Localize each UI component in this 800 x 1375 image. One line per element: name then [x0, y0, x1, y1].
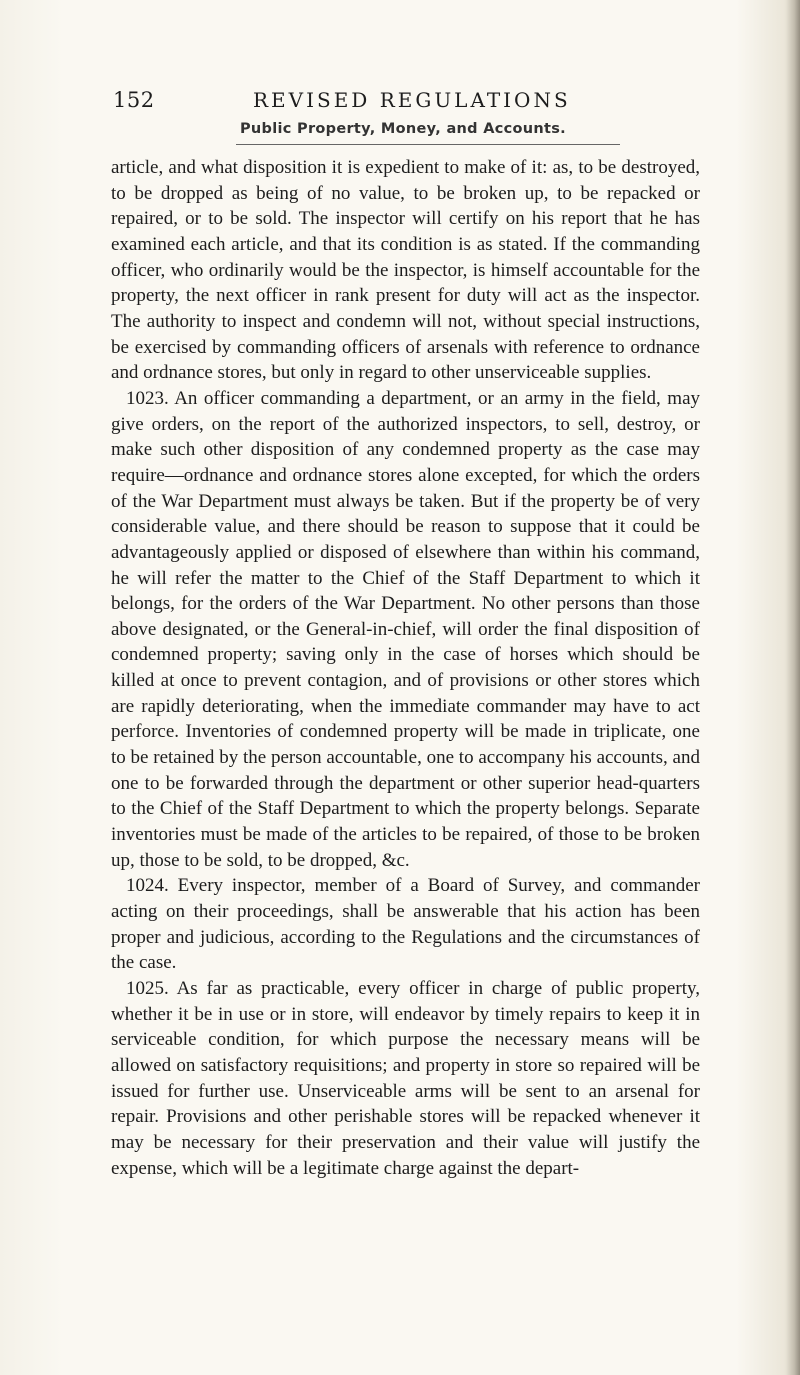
page-number: 152	[113, 88, 155, 112]
paragraph-number: 1024.	[126, 875, 169, 897]
paragraph-number: 1023.	[126, 387, 169, 409]
running-title: REVISED REGULATIONS	[253, 88, 571, 112]
section-heading: Public Property, Money, and Accounts.	[240, 121, 566, 137]
heading-rule	[236, 144, 620, 145]
paragraph-number: 1025.	[126, 978, 169, 999]
paragraph-1025	[111, 976, 700, 1181]
paragraph-text: As far as practicable, every officer in charge of public property, whether it be in use or in store, will endeavor by timely repairs to keep it in serviceable condition, for which purpose the necessary means will be allowed on satisfactory requisitions; and property in store so repaired will be issued for further use. Unserviceable arms will be sent to an arsenal for repair. Provisions and other perishable stores will be repacked whenever it may be necessary for their preservation and their value will justify the expense, which will be a legitimate charge against the depart-	[111, 978, 700, 1179]
page-edge-shadow	[786, 0, 800, 1375]
section-heading-block	[240, 118, 620, 148]
paragraph-text: An officer commanding a department, or an army in the field, may give orders, on the report of the authorized inspectors, to sell, destroy, or make such other disposition of any condemned property as the case may require—ordnance and ordnance stores alone excepted, for which the orders of the War Department must always be taken. But if the property be of very considerable value, and there should be reason to suppose that it could be advantageously applied or disposed of elsewhere than within his command, he will refer the matter to the Chief of the Staff Department to which it belongs, for the orders of the War Department. No other persons than those above designated, or the General-in-chief, will order the final disposition of condemned property; saving only in the case of horses which should be killed at once to prevent contagion, and of provisions or other stores which are rapidly deteriorating, when the immediate commander may have to act perforce. Inventories of condemned property will be made in triplicate, one to be retained by the person accountable, one to accompany his accounts, and one to be forwarded through the department or other superior head-quarters to the Chief of the Staff Department to which the property belongs. Separate inventories must be made of the articles to be repaired, of those to be broken up, those to be sold, to be dropped, &c.	[111, 387, 700, 871]
paragraph-1023	[111, 386, 700, 873]
paragraph-text: Every inspector, member of a Board of Survey, and commander acting on their proceedings, shall be answerable that his action has been proper and judicious, according to the Regulations and the circumstances of the case.	[111, 875, 701, 974]
paragraph-continued	[111, 155, 700, 386]
running-head	[113, 88, 700, 116]
paragraph-text: article, and what disposition it is expedient to make of it: as, to be destroyed, to be dropped as being of no value, to be broken up, to be repacked or repaired, or to be sold. The inspector will certify on his report that he has examined each article, and that its condition is as stated. If the commanding officer, who ordinarily would be the inspector, is himself accountable for the property, the next officer in rank present for duty will act as the inspector. The authority to inspect and condemn will not, without special instructions, be exercised by commanding officers of arsenals with reference to ordnance and ordnance stores, but only in regard to other unserviceable supplies.	[111, 157, 700, 384]
paragraph-1024	[111, 873, 700, 976]
body-text	[111, 155, 700, 1181]
